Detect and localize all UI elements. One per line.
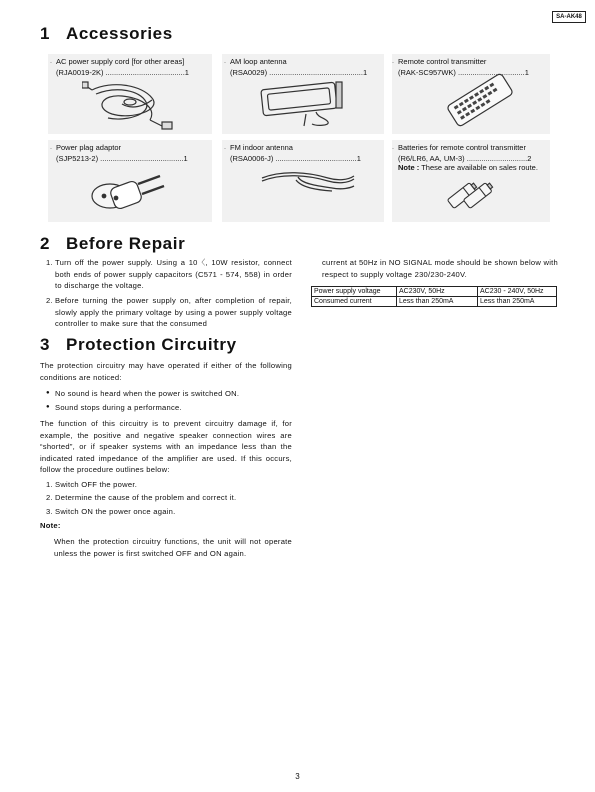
accessory-label-plug-adaptor: · Power plag adaptor (SJP5213-2) ........................................1 <box>50 143 188 163</box>
table-cell: Less than 250mA <box>478 297 557 307</box>
plug-adaptor-icon <box>88 166 168 216</box>
accessory-label-power-cord: · AC power supply cord [for other areas] (RJA0019-2K) ......................................1 <box>50 57 189 77</box>
list-item: 2. Before turning the power supply on, after completion of repair, slowly apply the primary voltage by using a power supply voltage controller to make sure that the consumed <box>46 296 292 329</box>
table-cell: Consumed current <box>312 297 397 307</box>
list-item: 3. Switch ON the power once again. <box>46 507 176 516</box>
bullet-icon: ● <box>46 404 50 411</box>
accessory-label-fm-antenna: · FM indoor antenna (RSA0006-J) .......................................1 <box>224 143 361 163</box>
list-item: 2. Determine the cause of the problem and correct it. <box>46 493 237 502</box>
section-title: Accessories <box>66 24 173 43</box>
table-row <box>312 297 557 307</box>
section-heading-before-repair <box>40 234 185 254</box>
bullet-icon: ● <box>46 390 50 397</box>
section-heading-accessories <box>40 24 173 44</box>
note-text: When the protection circuitry functions, the unit will not operate unless the power is first switched OFF and ON again. <box>54 537 292 558</box>
note-label: Note: <box>40 521 61 530</box>
batteries-icon <box>446 176 496 212</box>
paragraph: current at 50Hz in NO SIGNAL mode should be shown below with respect to supply voltage 230/230-240V. <box>322 258 558 279</box>
table-cell: Power supply voltage <box>312 287 397 297</box>
paragraph: The protection circuitry may have operated if either of the following conditions are noticed: <box>40 361 292 382</box>
section-number: 2 <box>40 234 51 253</box>
note-label: Note : <box>398 163 420 172</box>
remote-control-icon <box>440 70 520 130</box>
paragraph: The function of this circuitry is to prevent circuitry damage if, for example, the positive and negative speaker connection wires are “shorted”, or if speaker systems with an impedance less than the indicated rated impedance of the amplifier are used. If this occurs, follow the procedure outlines below: <box>40 419 292 475</box>
section-number: 1 <box>40 24 51 43</box>
table-cell: Less than 250mA <box>397 297 478 307</box>
page-number: 3 <box>295 772 300 781</box>
power-cord-icon <box>82 80 182 132</box>
section-number: 3 <box>40 335 51 354</box>
voltage-table <box>311 286 557 307</box>
table-row <box>312 287 557 297</box>
list-item: ● Sound stops during a performance. <box>46 403 182 412</box>
section-heading-protection-circuitry <box>40 335 237 355</box>
accessory-label-remote: · Remote control transmitter (RAK-SC957WK) ................................1 <box>392 57 529 77</box>
section-title: Before Repair <box>66 234 186 253</box>
section-title: Protection Circuitry <box>66 335 237 354</box>
accessory-label-am-antenna: · AM loop antenna (RSA0029) .............................................1 <box>224 57 368 77</box>
table-cell: AC230 - 240V, 50Hz <box>478 287 557 297</box>
model-tag: SA-AK48 <box>552 11 586 23</box>
accessory-label-batteries: · Batteries for remote control transmitter (R6/LR6, AA, UM-3) .............................2 Note : These are available on sales route. <box>392 143 538 172</box>
list-item: 1. Switch OFF the power. <box>46 480 138 489</box>
am-loop-antenna-icon <box>256 78 352 130</box>
list-item: ● No sound is heard when the power is switched ON. <box>46 389 240 398</box>
list-item: 1. Turn off the power supply. Using a 10〈, 10W resistor, connect both ends of power supply capacitors (C571 - 574, 558) in order to discharge the voltage. <box>46 258 292 291</box>
table-cell: AC230V, 50Hz <box>397 287 478 297</box>
fm-antenna-icon <box>258 168 358 194</box>
